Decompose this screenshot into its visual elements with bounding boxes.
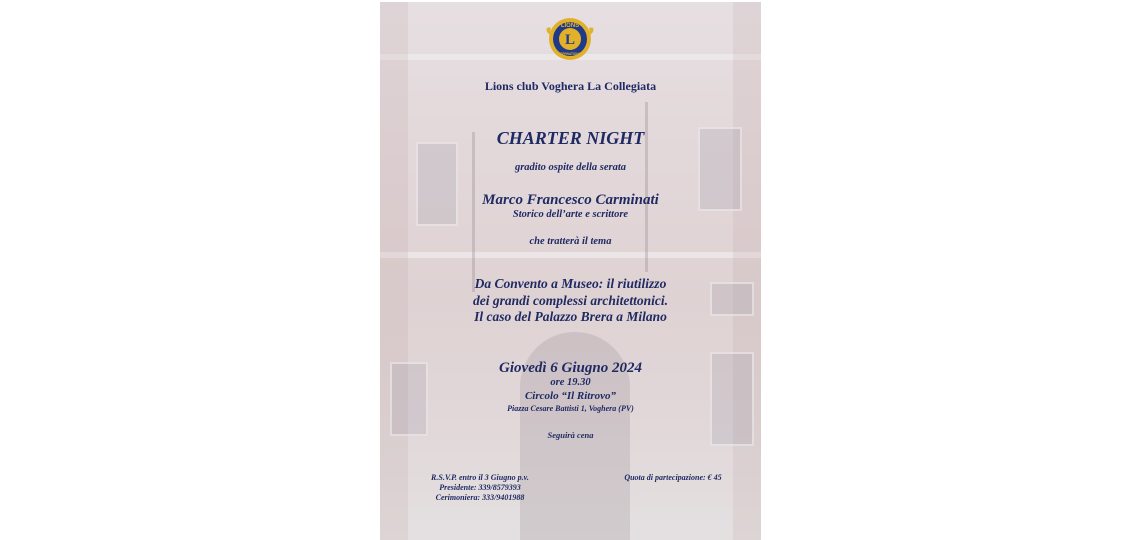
theme-intro: che tratterà il tema xyxy=(529,236,612,247)
svg-text:INTERNATIONAL: INTERNATIONAL xyxy=(557,52,583,56)
rsvp-deadline: R.S.V.P. entro il 3 Giugno p.v. xyxy=(431,473,529,482)
dinner-note: Seguirà cena xyxy=(547,430,594,440)
speaker-role: Storico dell’arte e scrittore xyxy=(512,209,629,220)
participation-fee: Quota di partecipazione: € 45 xyxy=(624,473,722,482)
event-time: ore 19.30 xyxy=(550,377,591,388)
speaker-name: Marco Francesco Carminati xyxy=(482,192,659,208)
lions-logo-icon xyxy=(543,12,597,66)
topic-line: Il caso del Palazzo Brera a Milano xyxy=(474,309,667,324)
event-title: CHARTER NIGHT xyxy=(496,128,645,148)
invitation-content xyxy=(380,2,761,540)
topic-line: Da Convento a Museo: il riutilizzo xyxy=(474,276,667,291)
event-venue: Circolo “Il Ritrovo” xyxy=(524,390,617,402)
rsvp-ceremony-phone: Cerimoniera: 333/9401988 xyxy=(435,493,525,502)
invitation-poster xyxy=(380,2,761,540)
rsvp-block xyxy=(410,473,550,503)
svg-text:L: L xyxy=(564,32,576,48)
event-date: Giovedì 6 Giugno 2024 xyxy=(499,360,642,376)
svg-text:LIONS: LIONS xyxy=(560,23,580,29)
topic-line: dei grandi complessi architettonici. xyxy=(473,292,668,308)
venue-address: Piazza Cesare Battisti 1, Voghera (PV) xyxy=(507,404,634,413)
guest-intro: gradito ospite della serata xyxy=(514,162,627,173)
talk-topic xyxy=(380,276,761,326)
rsvp-president-phone: Presidente: 339/8579393 xyxy=(439,483,521,492)
club-name: Lions club Voghera La Collegiata xyxy=(484,79,657,93)
